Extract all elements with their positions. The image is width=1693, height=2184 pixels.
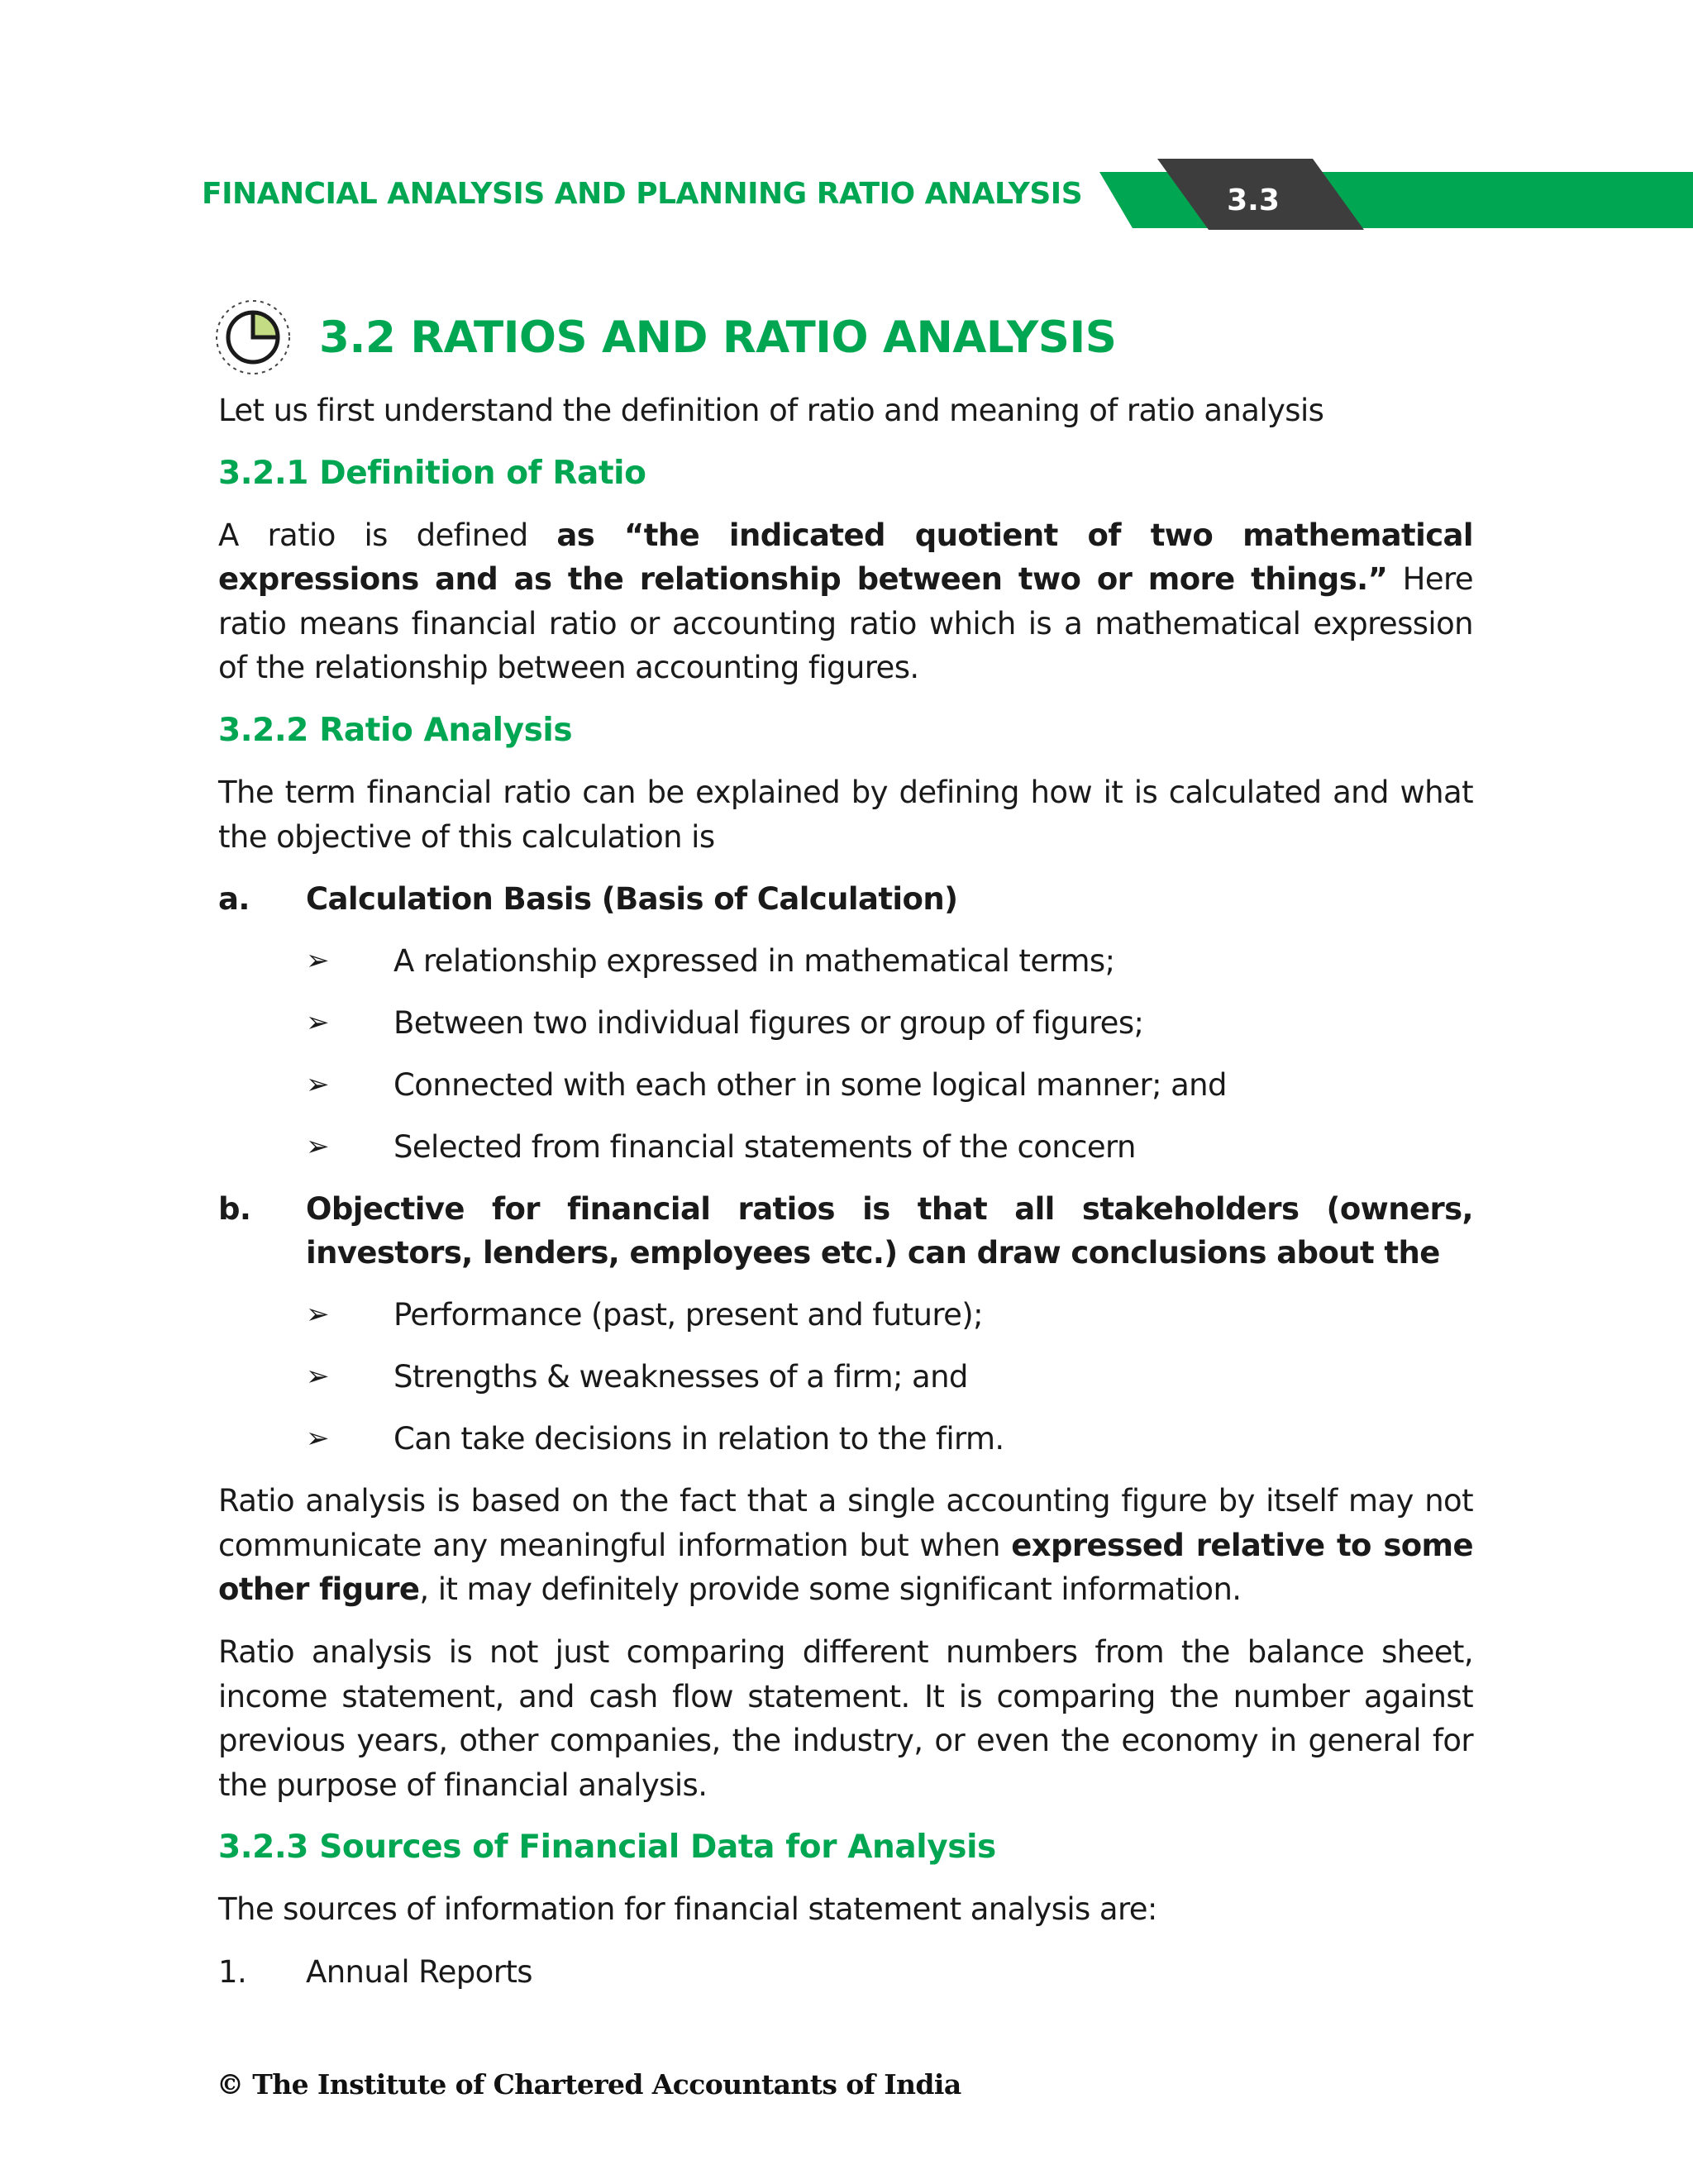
subsection-heading-definition: 3.2.1 Definition of Ratio <box>218 454 646 492</box>
bullet-item <box>218 1063 1473 1107</box>
page-number: 3.3 <box>1227 184 1280 217</box>
bullet-item <box>218 1355 1473 1399</box>
bullet-text: Connected with each other in some logical manner; and <box>393 1067 1227 1104</box>
arrow-bullet-icon: ➢ <box>306 1360 329 1394</box>
list-item-b <box>218 1187 1473 1275</box>
bullet-item <box>218 1417 1473 1461</box>
bullet-item <box>218 1125 1473 1169</box>
arrow-bullet-icon: ➢ <box>306 1298 329 1332</box>
ratio-analysis-paragraph <box>218 1479 1473 1612</box>
bullet-text: Selected from financial statements of the concern <box>393 1129 1136 1166</box>
ratio-analysis-intro: The term financial ratio can be explained by defining how it is calculated and what the objective of this calculation is <box>218 774 1473 855</box>
definition-text-end: Here ratio means financial ratio or accounting ratio which is a mathematical expression of the relationship between accounting figures. <box>218 561 1473 686</box>
section-title: 3.2 RATIOS AND RATIO ANALYSIS <box>319 312 1117 363</box>
paragraph-text-start: Ratio analysis is based on the fact that a single accounting figure by itself may not communicate any meaningful information but when <box>218 1483 1473 1563</box>
arrow-bullet-icon: ➢ <box>306 1068 329 1102</box>
list-item-title: Objective for financial ratios is that all stakeholders (owners, investors, lenders, employees etc.) can draw conclusions about the <box>306 1191 1473 1271</box>
sources-intro: The sources of information for financial statement analysis are: <box>218 1891 1157 1928</box>
paragraph-text-end: , it may definitely provide some significant information. <box>419 1571 1242 1608</box>
ratio-analysis-comparison-paragraph: Ratio analysis is not just comparing different numbers from the balance sheet, income statement, and cash flow statement. It is comparing the number against previous years, other companies, the industry, or even the economy in general for the purpose of financial analysis. <box>218 1633 1473 1803</box>
section-intro: Let us first understand the definition of ratio and meaning of ratio analysis <box>218 393 1324 428</box>
list-marker: a. <box>218 881 250 918</box>
arrow-bullet-icon: ➢ <box>306 944 329 978</box>
list-item-text: Annual Reports <box>306 1953 532 1990</box>
definition-paragraph <box>218 513 1473 690</box>
paragraph-emphasis: expressed relative to some other figure <box>218 1527 1474 1608</box>
arrow-bullet-icon: ➢ <box>306 1130 329 1164</box>
bullet-item <box>218 939 1473 983</box>
arrow-bullet-icon: ➢ <box>306 1006 329 1040</box>
bullet-text: Strengths & weaknesses of a firm; and <box>393 1359 968 1395</box>
subsection-heading-ratio-analysis: 3.2.2 Ratio Analysis <box>218 711 573 749</box>
list-marker: 1. <box>218 1953 247 1990</box>
arrow-bullet-icon: ➢ <box>306 1422 329 1456</box>
numbered-list-item <box>218 1950 1473 1994</box>
definition-text-start: A ratio is defined <box>218 517 557 553</box>
header-tab-graphic <box>1099 159 1693 241</box>
bullet-text: Between two individual figures or group of figures; <box>393 1005 1144 1042</box>
list-marker: b. <box>218 1191 251 1228</box>
page-content <box>218 389 1473 2012</box>
bullet-text: Can take decisions in relation to the firm. <box>393 1421 1004 1457</box>
list-item-a <box>218 877 1473 921</box>
bullet-text: A relationship expressed in mathematical terms; <box>393 943 1115 980</box>
definition-quote: as “the indicated quotient of two mathematical expressions and as the relationship between two or more things.” <box>218 517 1473 598</box>
bullet-text: Performance (past, present and future); <box>393 1297 984 1333</box>
copyright-footer: © The Institute of Chartered Accountants of India <box>217 2068 961 2101</box>
running-header-title: FINANCIAL ANALYSIS AND PLANNING RATIO ANALYSIS <box>202 177 1083 211</box>
subsection-heading-sources: 3.2.3 Sources of Financial Data for Analysis <box>218 1829 996 1867</box>
list-item-title: Calculation Basis (Basis of Calculation) <box>306 881 958 918</box>
pie-chart-icon <box>213 298 293 377</box>
bullet-item <box>218 1001 1473 1045</box>
bullet-item <box>218 1293 1473 1337</box>
